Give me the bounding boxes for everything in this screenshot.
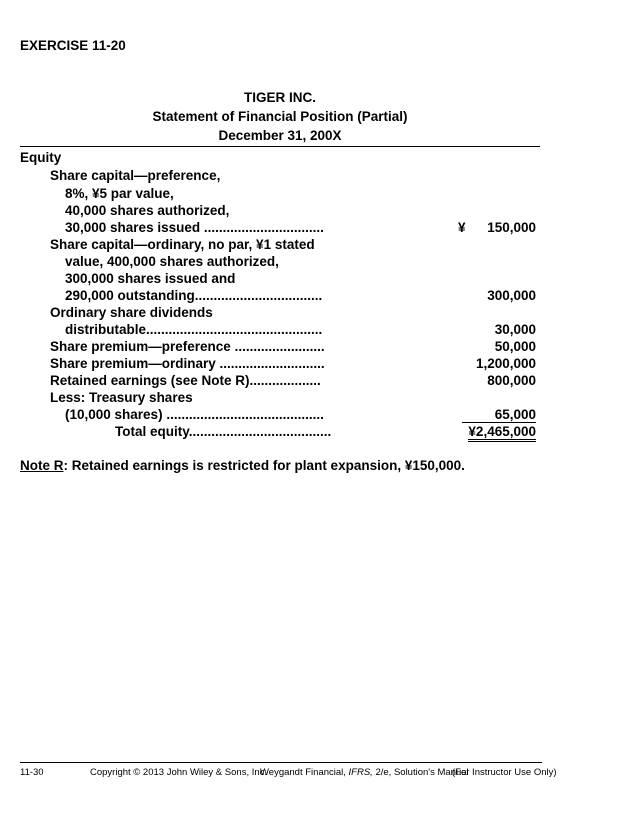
prem-pref-line: Share premium—preference ........................: [50, 339, 325, 354]
retained-amount: 800,000: [487, 373, 536, 388]
treasury-amount: 65,000: [462, 407, 536, 423]
pref-amount: 150,000: [487, 220, 536, 235]
book-suffix: 2/e, Solution's Manual: [375, 767, 469, 778]
pref-line-3: 40,000 shares authorized,: [65, 203, 230, 218]
note-label: Note R: [20, 458, 64, 473]
less-line: Less: Treasury shares: [50, 390, 193, 405]
div-line-1: Ordinary share dividends: [50, 305, 213, 320]
ord-line-2: value, 400,000 shares authorized,: [65, 254, 279, 269]
total-line: Total equity......................................: [115, 424, 332, 439]
ord-line-4: 290,000 outstanding..................................: [65, 288, 323, 303]
prem-ord-line: Share premium—ordinary ............................: [50, 356, 325, 371]
div-amount: 30,000: [494, 322, 536, 337]
ord-amount: 300,000: [487, 288, 536, 303]
statement-date: December 31, 200X: [218, 128, 342, 143]
currency-symbol: ¥: [458, 220, 466, 235]
note-text: : Retained earnings is restricted for plant expansion, ¥150,000.: [63, 458, 465, 473]
footer-rule: [20, 762, 542, 763]
prem-pref-amount: 50,000: [494, 339, 536, 354]
book-prefix: Weygandt Financial,: [260, 767, 346, 778]
total-amount: ¥2,465,000: [468, 424, 536, 442]
page-number: 11-30: [20, 767, 44, 778]
copyright: Copyright © 2013 John Wiley & Sons, Inc.: [90, 767, 268, 778]
exercise-heading: EXERCISE 11-20: [20, 38, 126, 53]
retained-line: Retained earnings (see Note R)...................: [50, 373, 321, 388]
ord-line-1: Share capital—ordinary, no par, ¥1 stated: [50, 237, 315, 252]
treasury-line: (10,000 shares) ..........................................: [65, 407, 324, 422]
section-label: Equity: [20, 150, 62, 165]
book-citation: [260, 767, 469, 778]
statement-title: Statement of Financial Position (Partial): [152, 109, 408, 124]
company-name: TIGER INC.: [243, 90, 316, 105]
ord-line-3: 300,000 shares issued and: [65, 271, 236, 286]
book-italic: IFRS,: [348, 767, 373, 778]
pref-line-4: 30,000 shares issued ................................: [65, 220, 324, 235]
div-line-2: distributable...............................................: [65, 322, 323, 337]
note-r: [20, 458, 465, 473]
instructor-use: (For Instructor Use Only): [452, 767, 557, 778]
pref-line-1: Share capital—preference,: [50, 168, 221, 183]
title-rule: [20, 146, 540, 147]
pref-line-2: 8%, ¥5 par value,: [65, 186, 174, 201]
prem-ord-amount: 1,200,000: [475, 356, 536, 371]
